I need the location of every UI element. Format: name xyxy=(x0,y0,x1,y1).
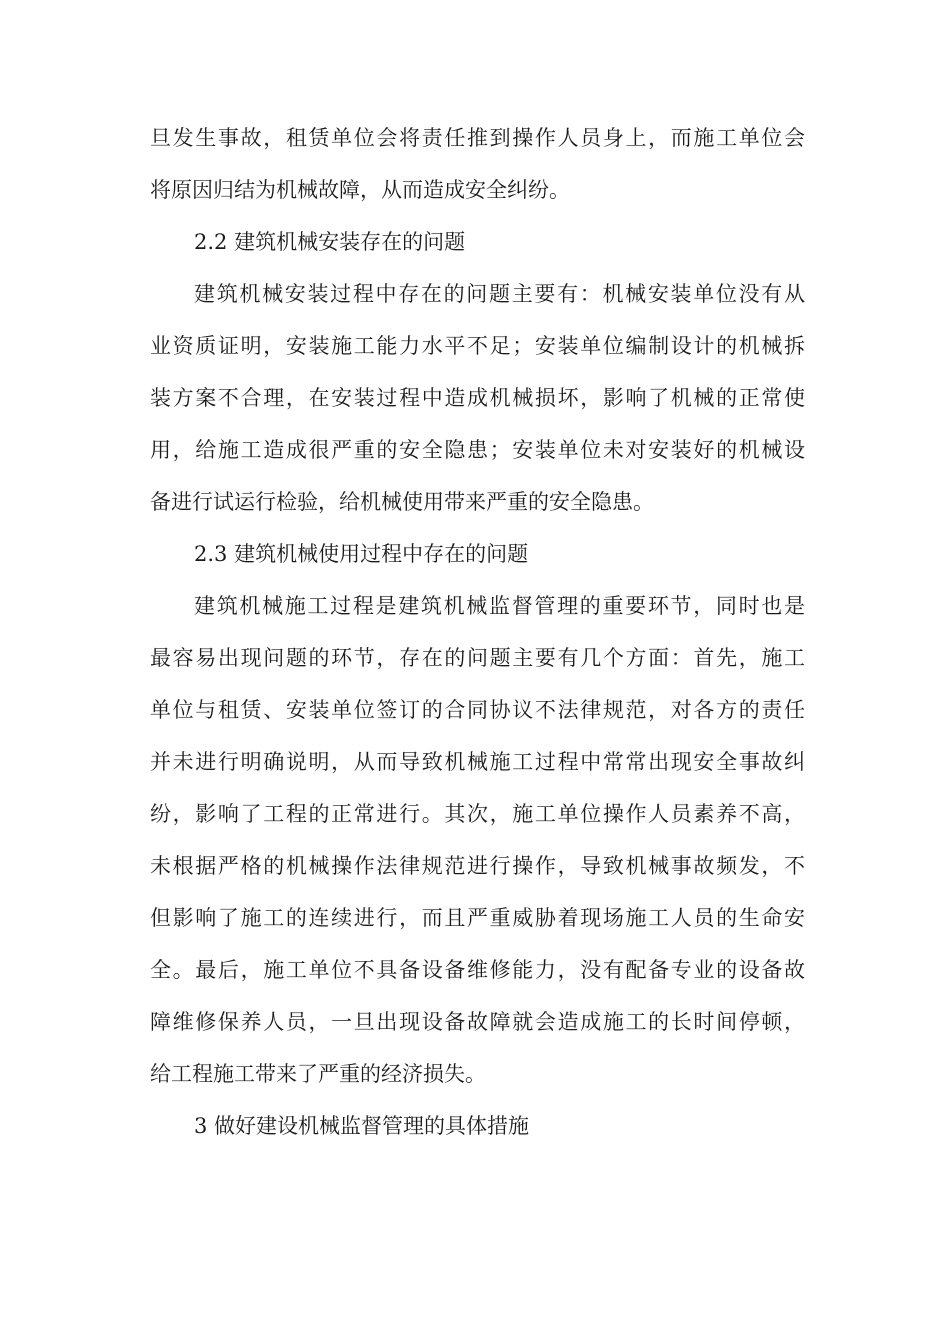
paragraph-line: 装方案不合理，在安装过程中造成机械损坏，影响了机械的正常使 xyxy=(150,386,805,410)
paragraph-line: 给工程施工带来了严重的经济损失。 xyxy=(150,1062,486,1086)
paragraph-line: 全。最后，施工单位不具备设备维修能力，没有配备专业的设备故 xyxy=(150,958,805,982)
paragraph-line: 业资质证明，安装施工能力水平不足；安装单位编制设计的机械拆 xyxy=(150,334,805,358)
section-heading-3: 3 做好建设机械监督管理的具体措施 xyxy=(194,1114,530,1138)
paragraph-line: 旦发生事故，租赁单位会将责任推到操作人员身上，而施工单位会 xyxy=(150,126,805,150)
paragraph-line: 但影响了施工的连续进行，而且严重威胁着现场施工人员的生命安 xyxy=(150,906,805,930)
paragraph-line: 单位与租赁、安装单位签订的合同协议不法律规范，对各方的责任 xyxy=(150,698,805,722)
paragraph-line: 建筑机械施工过程是建筑机械监督管理的重要环节，同时也是 xyxy=(194,594,805,618)
paragraph-line: 纷，影响了工程的正常进行。其次，施工单位操作人员素养不高， xyxy=(150,802,805,826)
paragraph-line: 未根据严格的机械操作法律规范进行操作，导致机械事故频发，不 xyxy=(150,854,805,878)
section-heading-2-2: 2.2 建筑机械安装存在的问题 xyxy=(194,230,466,254)
paragraph-line: 将原因归结为机械故障，从而造成安全纠纷。 xyxy=(150,178,570,202)
paragraph-line: 用，给施工造成很严重的安全隐患；安装单位未对安装好的机械设 xyxy=(150,438,805,462)
paragraph-line: 备进行试运行检验，给机械使用带来严重的安全隐患。 xyxy=(150,490,654,514)
paragraph-line: 障维修保养人员，一旦出现设备故障就会造成施工的长时间停顿， xyxy=(150,1010,805,1034)
paragraph-line: 并未进行明确说明，从而导致机械施工过程中常常出现安全事故纠 xyxy=(150,750,805,774)
section-heading-2-3: 2.3 建筑机械使用过程中存在的问题 xyxy=(194,542,529,566)
paragraph-line: 建筑机械安装过程中存在的问题主要有：机械安装单位没有从 xyxy=(194,282,805,306)
paragraph-line: 最容易出现问题的环节，存在的问题主要有几个方面：首先，施工 xyxy=(150,646,805,670)
